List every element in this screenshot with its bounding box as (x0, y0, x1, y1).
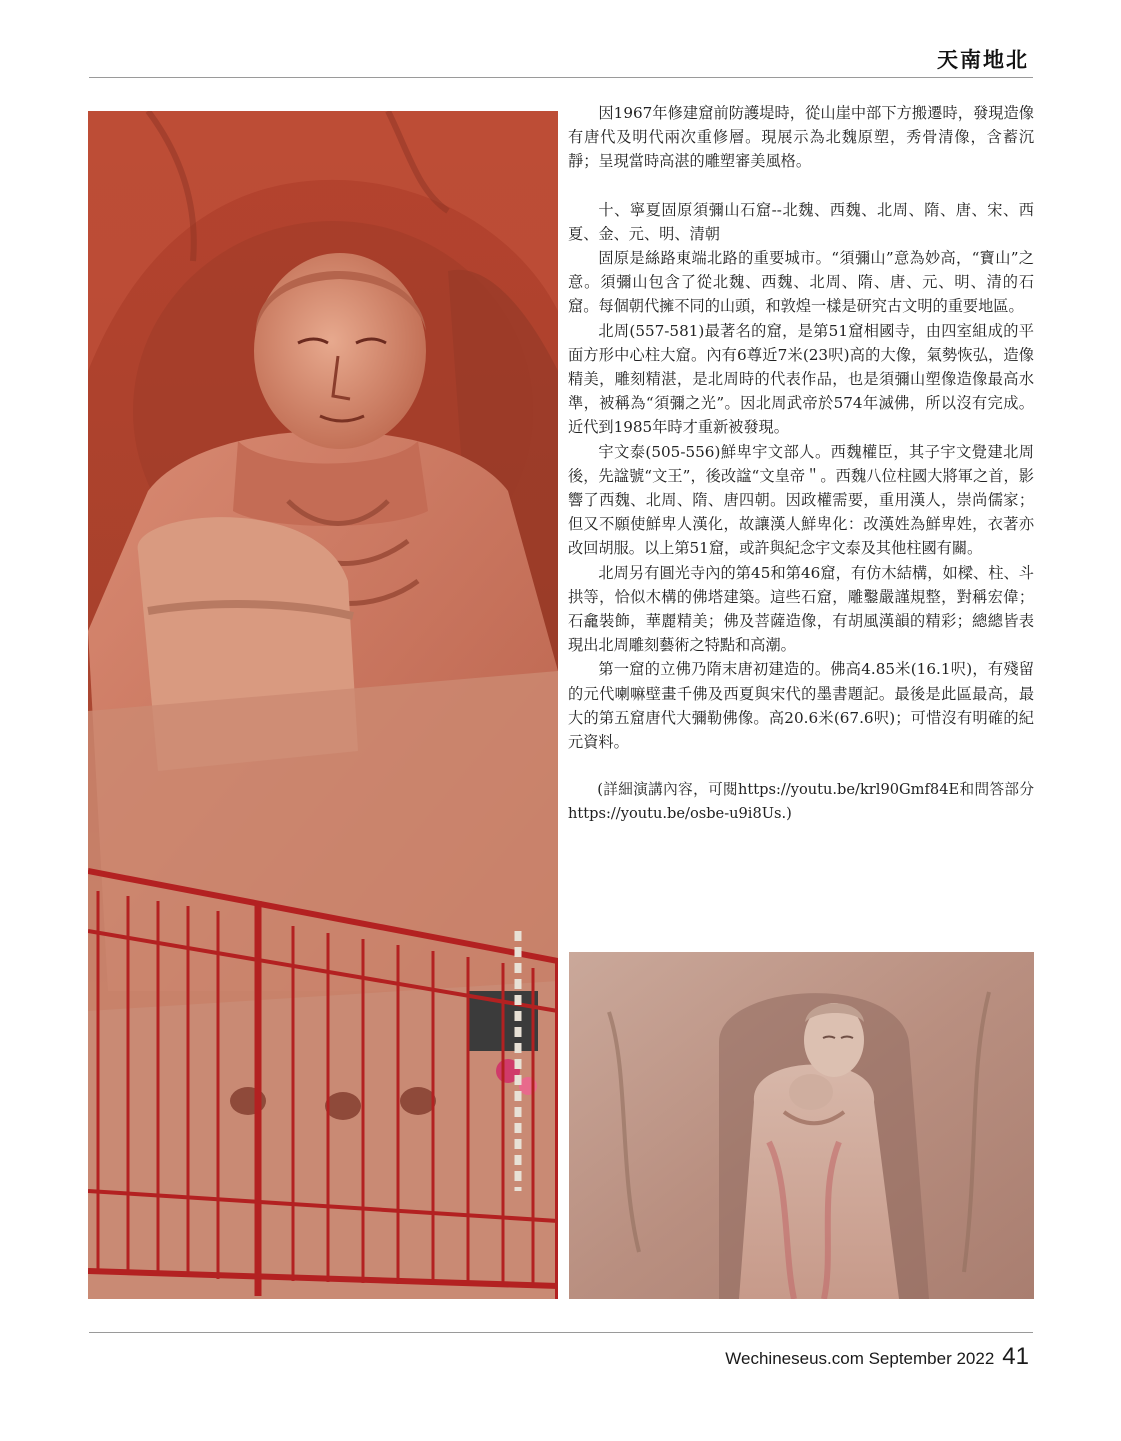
footer-rule (89, 1332, 1033, 1333)
header-rule (89, 77, 1033, 78)
page-number: 41 (1002, 1343, 1029, 1370)
article-body (568, 101, 1034, 827)
paragraph: 宇文泰(505-556)鮮卑宇文部人。西魏權臣，其子宇文覺建北周後，先諡號“文王”，後改諡“文皇帝＂。西魏八位柱國大將軍之首，影響了西魏、北周、隋、唐四朝。因政權需要，重用漢人，崇尚儒家；但又不願使鮮卑人漢化，故讓漢人鮮卑化：改漢姓為鮮卑姓，衣著亦改回胡服。以上第51窟，或許與紀念宇文泰及其他柱國有關。 (568, 442, 1034, 558)
reference-links[interactable]: (詳細演講內容，可閱https://youtu.be/krl90Gmf84E和問答部分https://youtu.be/osbe-u9i8Us.) (568, 781, 1034, 823)
footer (725, 1343, 1029, 1371)
paragraph: 因1967年修建窟前防護堤時，從山崖中部下方搬遷時，發現造像有唐代及明代兩次重修層。現展示為北魏原塑，秀骨清像，含蓄沉靜；呈現當時高湛的雕塑審美風格。 (568, 104, 1034, 171)
paragraph: 北周另有圓光寺內的第45和第46窟，有仿木結構，如樑、柱、斗拱等，恰似木構的佛塔建築。這些石窟，雕鑿嚴謹規整，對稱宏偉；石龕裝飾，華麗精美；佛及菩薩造像，有胡風漢韻的精彩；總總皆表現出北周雕刻藝術之特點和高潮。 (568, 563, 1034, 655)
section-header: 天南地北 (937, 47, 1029, 72)
paragraph: 北周(557-581)最著名的窟，是第51窟相國寺，由四室組成的平面方形中心柱大窟。內有6尊近7米(23呎)高的大像，氣勢恢弘，造像精美，雕刻精湛，是北周時的代表作品，也是須彌山塑像造像最高水準，被稱為“須彌之光”。因北周武帝於574年滅佛，所以沒有完成。近代到1985年時才重新被發現。 (568, 321, 1034, 437)
standing-buddha-photo (569, 952, 1034, 1299)
footer-site: Wechineseus.com September 2022 (725, 1349, 995, 1368)
paragraph: 第一窟的立佛乃隋末唐初建造的。佛高4.85米(16.1呎)，有殘留的元代喇嘛壁畫千佛及西夏與宋代的墨書題記。最後是此區最高，最大的第五窟唐代大彌勒佛像。高20.6米(67.6呎)；可惜沒有明確的紀元資料。 (568, 660, 1034, 752)
paragraph: 固原是絲路東端北路的重要城市。“須彌山”意為妙高，“寶山”之意。須彌山包含了從北魏、西魏、北周、隋、唐、元、明、清的石窟。每個朝代擁不同的山頭，和敦煌一樣是研究古文明的重要地區。 (568, 249, 1034, 316)
seated-buddha-photo (88, 111, 558, 1299)
section-heading: 十、寧夏固原須彌山石窟--北魏、西魏、北周、隋、唐、宋、西夏、金、元、明、清朝 (568, 200, 1034, 243)
